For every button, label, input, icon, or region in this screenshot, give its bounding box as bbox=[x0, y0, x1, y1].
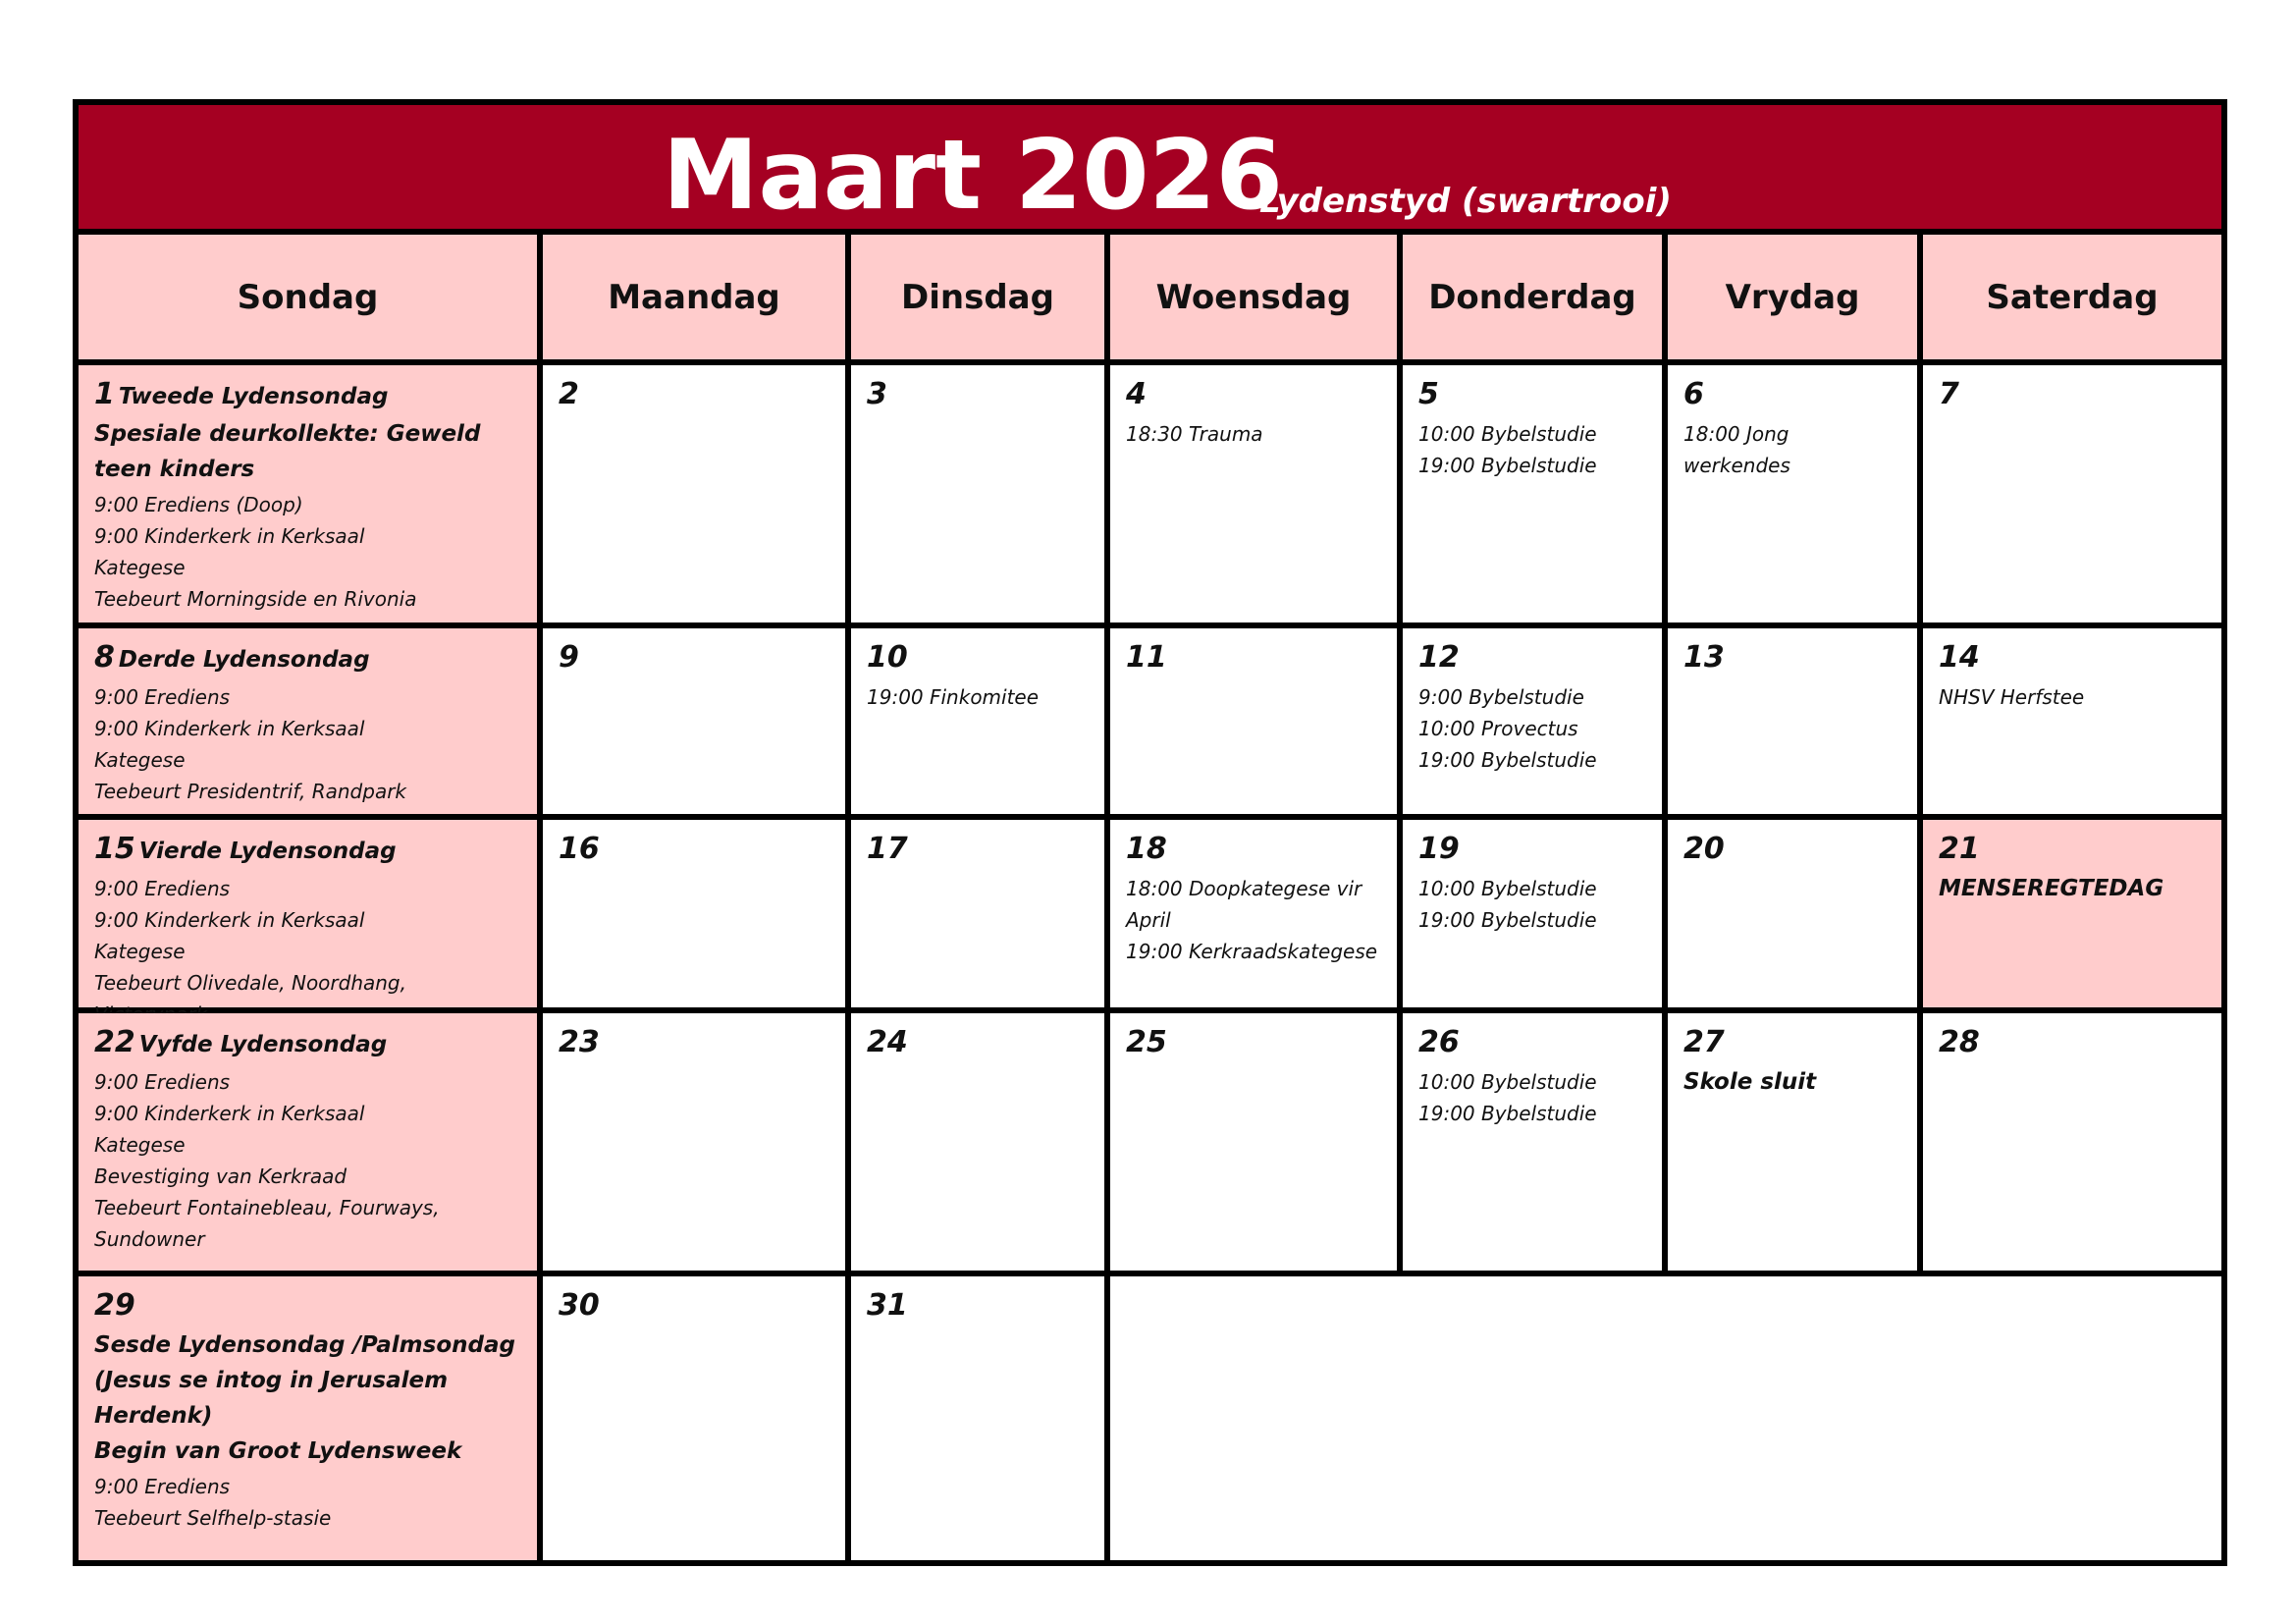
day-header bbox=[867, 377, 1089, 416]
day-cell[interactable] bbox=[1668, 365, 1923, 628]
day-number: 6 bbox=[1683, 377, 1704, 411]
day-title: Vyfde Lydensondag bbox=[138, 1032, 388, 1057]
day-header bbox=[1683, 377, 1901, 416]
event-item: 19:00 Bybelstudie bbox=[1418, 454, 1597, 477]
month-title: Maart 2026 bbox=[663, 120, 1283, 232]
weekday-header-donderdag: Donderdag bbox=[1403, 235, 1668, 365]
event-list bbox=[94, 1066, 521, 1255]
day-cell[interactable] bbox=[79, 1276, 543, 1560]
day-number: 13 bbox=[1683, 640, 1725, 675]
highlight-note: (Jesus se intog in Jerusalem Herdenk) bbox=[94, 1368, 449, 1429]
event-item: 18:30 Trauma bbox=[1126, 422, 1263, 446]
day-number: 25 bbox=[1126, 1025, 1167, 1059]
event-item: Teebeurt Fontainebleau, Fourways, Sundowner bbox=[94, 1196, 440, 1251]
day-cell[interactable] bbox=[543, 1013, 851, 1276]
day-cell[interactable] bbox=[851, 1276, 1110, 1560]
day-header bbox=[1939, 832, 2206, 871]
event-list bbox=[1939, 681, 2206, 713]
event-item: 19:00 Bybelstudie bbox=[1418, 748, 1597, 772]
day-cell[interactable] bbox=[1923, 1013, 2221, 1276]
event-item: Teebeurt Presidentrif, Randpark bbox=[94, 780, 406, 803]
event-item: 9:00 Kinderkerk in Kerksaal bbox=[94, 908, 365, 932]
day-header bbox=[559, 377, 829, 416]
highlight-note: Sesde Lydensondag /Palmsondag bbox=[94, 1332, 515, 1358]
event-item: 18:00 Jong werkendes bbox=[1683, 422, 1790, 477]
event-item: NHSV Herfstee bbox=[1939, 685, 2085, 709]
day-header bbox=[94, 640, 521, 679]
event-item: 9:00 Kinderkerk in Kerksaal bbox=[94, 524, 365, 548]
day-cell[interactable] bbox=[1668, 1013, 1923, 1276]
day-number: 24 bbox=[867, 1025, 908, 1059]
day-cell[interactable] bbox=[1923, 365, 2221, 628]
event-list bbox=[1418, 1066, 1646, 1129]
event-item: 19:00 Finkomitee bbox=[867, 685, 1040, 709]
day-cell[interactable] bbox=[79, 820, 543, 1013]
day-header bbox=[1418, 1025, 1646, 1064]
day-header bbox=[559, 832, 829, 871]
calendar-grid bbox=[79, 235, 2221, 1560]
day-number: 2 bbox=[559, 377, 579, 411]
day-cell[interactable] bbox=[1110, 628, 1403, 820]
event-item: Kategese bbox=[94, 748, 186, 772]
event-list bbox=[1418, 418, 1646, 481]
day-cell[interactable] bbox=[79, 365, 543, 628]
day-header bbox=[867, 640, 1089, 679]
highlight-note: Spesiale deurkollekte: Geweld teen kinders bbox=[94, 421, 481, 482]
day-header bbox=[94, 1288, 521, 1327]
day-header bbox=[1418, 832, 1646, 871]
event-list bbox=[94, 681, 521, 807]
weekday-header-maandag: Maandag bbox=[543, 235, 851, 365]
day-header bbox=[1683, 640, 1901, 679]
day-cell[interactable] bbox=[851, 628, 1110, 820]
calendar-header bbox=[79, 105, 2221, 235]
event-list bbox=[1683, 418, 1901, 481]
day-header bbox=[559, 1025, 829, 1064]
day-title: Vierde Lydensondag bbox=[138, 839, 397, 864]
day-header bbox=[559, 1288, 829, 1327]
day-number: 5 bbox=[1418, 377, 1439, 411]
day-number: 23 bbox=[559, 1025, 600, 1059]
day-cell[interactable] bbox=[851, 1013, 1110, 1276]
event-list bbox=[1418, 681, 1646, 776]
day-title: Tweede Lydensondag bbox=[118, 384, 389, 409]
day-number: 28 bbox=[1939, 1025, 1980, 1059]
day-header bbox=[1683, 832, 1901, 871]
season-subtitle: Lydenstyd (swartrooi) bbox=[1259, 182, 1672, 221]
event-item: 19:00 Kerkraadskategese bbox=[1126, 940, 1378, 963]
day-header bbox=[1126, 640, 1381, 679]
event-item: Kategese bbox=[94, 1133, 186, 1157]
event-item: Kategese bbox=[94, 556, 186, 579]
day-number: 21 bbox=[1939, 832, 1980, 866]
day-header bbox=[1939, 1025, 2206, 1064]
day-number: 11 bbox=[1126, 640, 1167, 675]
day-number: 15 bbox=[94, 832, 135, 866]
day-header bbox=[559, 640, 829, 679]
day-header bbox=[94, 832, 521, 871]
day-cell[interactable] bbox=[1110, 365, 1403, 628]
day-number: 7 bbox=[1939, 377, 1959, 411]
event-list bbox=[1418, 873, 1646, 936]
day-cell[interactable] bbox=[79, 628, 543, 820]
day-header bbox=[94, 1025, 521, 1064]
day-header bbox=[867, 832, 1089, 871]
day-number: 10 bbox=[867, 640, 908, 675]
event-item: 9:00 Erediens bbox=[94, 1475, 231, 1498]
weekday-header-dinsdag: Dinsdag bbox=[851, 235, 1110, 365]
day-number: 29 bbox=[94, 1288, 135, 1323]
day-cell[interactable] bbox=[1110, 1013, 1403, 1276]
day-number: 20 bbox=[1683, 832, 1725, 866]
day-header bbox=[867, 1025, 1089, 1064]
event-item: 9:00 Erediens bbox=[94, 1070, 231, 1094]
calendar bbox=[73, 99, 2227, 1566]
event-item: Bevestiging van Kerkraad bbox=[94, 1164, 347, 1188]
day-number: 14 bbox=[1939, 640, 1980, 675]
day-header bbox=[94, 377, 521, 416]
day-number: 9 bbox=[559, 640, 579, 675]
day-header bbox=[1126, 832, 1381, 871]
day-number: 22 bbox=[94, 1025, 135, 1059]
day-number: 18 bbox=[1126, 832, 1167, 866]
weekday-header-sondag: Sondag bbox=[79, 235, 543, 365]
day-cell[interactable] bbox=[543, 365, 851, 628]
day-number: 4 bbox=[1126, 377, 1147, 411]
day-cell[interactable] bbox=[543, 628, 851, 820]
day-cell[interactable] bbox=[851, 820, 1110, 1013]
day-header bbox=[1418, 377, 1646, 416]
day-number: 1 bbox=[94, 377, 115, 411]
event-item: 19:00 Bybelstudie bbox=[1418, 908, 1597, 932]
day-title: Derde Lydensondag bbox=[118, 647, 370, 673]
event-list bbox=[867, 681, 1089, 713]
event-item: 10:00 Bybelstudie bbox=[1418, 877, 1597, 900]
day-cell[interactable] bbox=[543, 1276, 851, 1560]
day-cell[interactable] bbox=[1668, 628, 1923, 820]
highlight-note: MENSEREGTEDAG bbox=[1939, 876, 2164, 901]
day-header bbox=[1126, 1025, 1381, 1064]
event-list bbox=[1126, 873, 1381, 967]
event-list bbox=[94, 873, 521, 1030]
day-cell[interactable] bbox=[1403, 365, 1668, 628]
day-number: 3 bbox=[867, 377, 887, 411]
event-item: 18:00 Doopkategese vir April bbox=[1126, 877, 1362, 932]
day-cell[interactable] bbox=[1110, 820, 1403, 1013]
day-number: 17 bbox=[867, 832, 908, 866]
empty-cell-area bbox=[1110, 1276, 2221, 1560]
day-number: 26 bbox=[1418, 1025, 1460, 1059]
weekday-header-saterdag: Saterdag bbox=[1923, 235, 2221, 365]
day-header bbox=[1939, 377, 2206, 416]
day-cell[interactable] bbox=[543, 820, 851, 1013]
day-cell[interactable] bbox=[1403, 820, 1668, 1013]
day-cell[interactable] bbox=[1923, 820, 2221, 1013]
event-item: 9:00 Kinderkerk in Kerksaal bbox=[94, 1102, 365, 1125]
day-header bbox=[1939, 640, 2206, 679]
day-number: 16 bbox=[559, 832, 600, 866]
event-list bbox=[94, 489, 521, 615]
day-cell[interactable] bbox=[1923, 628, 2221, 820]
event-item: 10:00 Bybelstudie bbox=[1418, 1070, 1597, 1094]
day-header bbox=[867, 1288, 1089, 1327]
event-item: 10:00 Bybelstudie bbox=[1418, 422, 1597, 446]
day-cell[interactable] bbox=[1403, 628, 1668, 820]
event-item: 9:00 Kinderkerk in Kerksaal bbox=[94, 717, 365, 740]
event-item: 19:00 Bybelstudie bbox=[1418, 1102, 1597, 1125]
day-header bbox=[1126, 377, 1381, 416]
event-item: Teebeurt Olivedale, Noordhang, bbox=[94, 971, 406, 995]
event-list bbox=[1126, 418, 1381, 450]
event-item: Teebeurt Selfhelp-stasie bbox=[94, 1506, 332, 1530]
day-number: 8 bbox=[94, 640, 115, 675]
day-number: 30 bbox=[559, 1288, 600, 1323]
day-number: 19 bbox=[1418, 832, 1460, 866]
event-item: 9:00 Erediens bbox=[94, 685, 231, 709]
highlight-note: Begin van Groot Lydensweek bbox=[94, 1438, 462, 1464]
event-item: 9:00 Erediens (Doop) bbox=[94, 493, 303, 516]
day-cell[interactable] bbox=[851, 365, 1110, 628]
day-cell[interactable] bbox=[1668, 820, 1923, 1013]
day-number: 31 bbox=[867, 1288, 908, 1323]
weekday-header-woensdag: Woensdag bbox=[1110, 235, 1403, 365]
day-cell[interactable] bbox=[79, 1013, 543, 1276]
day-number: 27 bbox=[1683, 1025, 1725, 1059]
day-header bbox=[1418, 640, 1646, 679]
highlight-note: Skole sluit bbox=[1683, 1069, 1817, 1095]
weekday-header-vrydag: Vrydag bbox=[1668, 235, 1923, 365]
event-item: Kategese bbox=[94, 940, 186, 963]
event-item: 9:00 Erediens bbox=[94, 877, 231, 900]
event-item: 9:00 Bybelstudie bbox=[1418, 685, 1584, 709]
event-item: 10:00 Provectus bbox=[1418, 717, 1578, 740]
day-cell[interactable] bbox=[1403, 1013, 1668, 1276]
event-list bbox=[94, 1471, 521, 1534]
day-number: 12 bbox=[1418, 640, 1460, 675]
day-header bbox=[1683, 1025, 1901, 1064]
event-item: Teebeurt Morningside en Rivonia bbox=[94, 587, 417, 611]
